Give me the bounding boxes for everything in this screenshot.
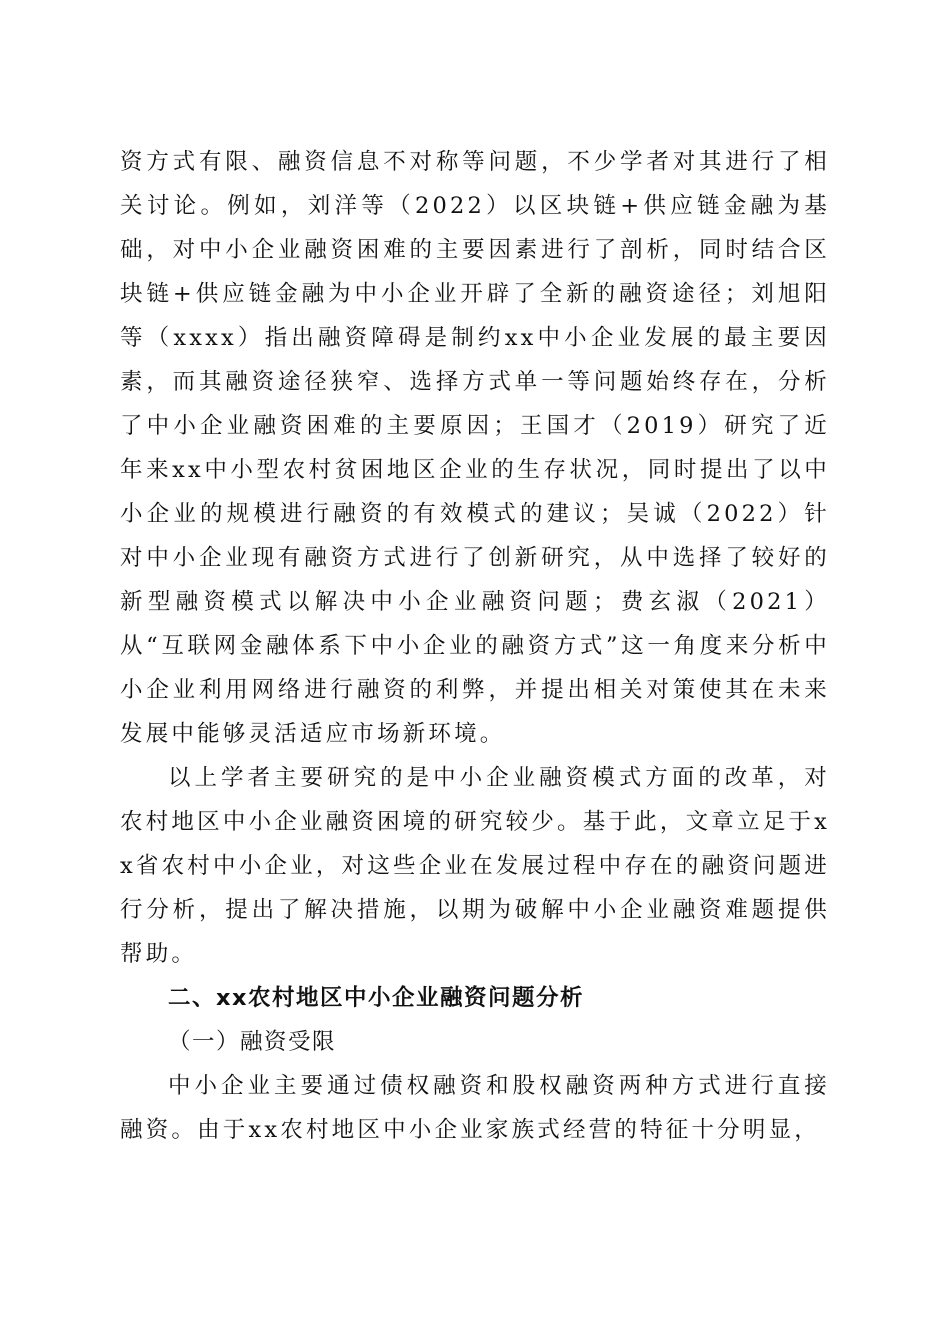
body-paragraph: 以上学者主要研究的是中小企业融资模式方面的改革，对农村地区中小企业融资困境的研究较少。基于此，文章立足于xx省农村中小企业，对这些企业在发展过程中存在的融资问题进行分析，提出了解决措施，以期为破解中小企业融资难题提供帮助。 (120, 765, 830, 967)
body-paragraph: 中小企业主要通过债权融资和股权融资两种方式进行直接融资。由于xx农村地区中小企业家族式经营的特征十分明显， (120, 1073, 830, 1143)
subsection-heading: （一）融资受限 (168, 1029, 337, 1055)
body-paragraph: 资方式有限、融资信息不对称等问题，不少学者对其进行了相关讨论。例如，刘洋等（2022）以区块链+供应链金融为基础，对中小企业融资困难的主要因素进行了剖析，同时结合区块链+供应链金融为中小企业开辟了全新的融资途径；刘旭阳等（xxxx）指出融资障碍是制约xx中小企业发展的最主要因素，而其融资途径狭窄、选择方式单一等问题始终存在，分析了中小企业融资困难的主要原因；王国才（2019）研究了近年来xx中小型农村贫困地区企业的生存状况，同时提出了以中小企业的规模进行融资的有效模式的建议；吴诚（2022）针对中小企业现有融资方式进行了创新研究，从中选择了较好的新型融资模式以解决中小企业融资问题；费玄淑（2021）从“互联网金融体系下中小企业的融资方式”这一角度来分析中小企业利用网络进行融资的利弊，并提出相关对策使其在未来发展中能够灵活适应市场新环境。 (120, 149, 830, 747)
section-heading: 二、xx农村地区中小企业融资问题分析 (168, 985, 585, 1011)
document-body (120, 140, 830, 1152)
